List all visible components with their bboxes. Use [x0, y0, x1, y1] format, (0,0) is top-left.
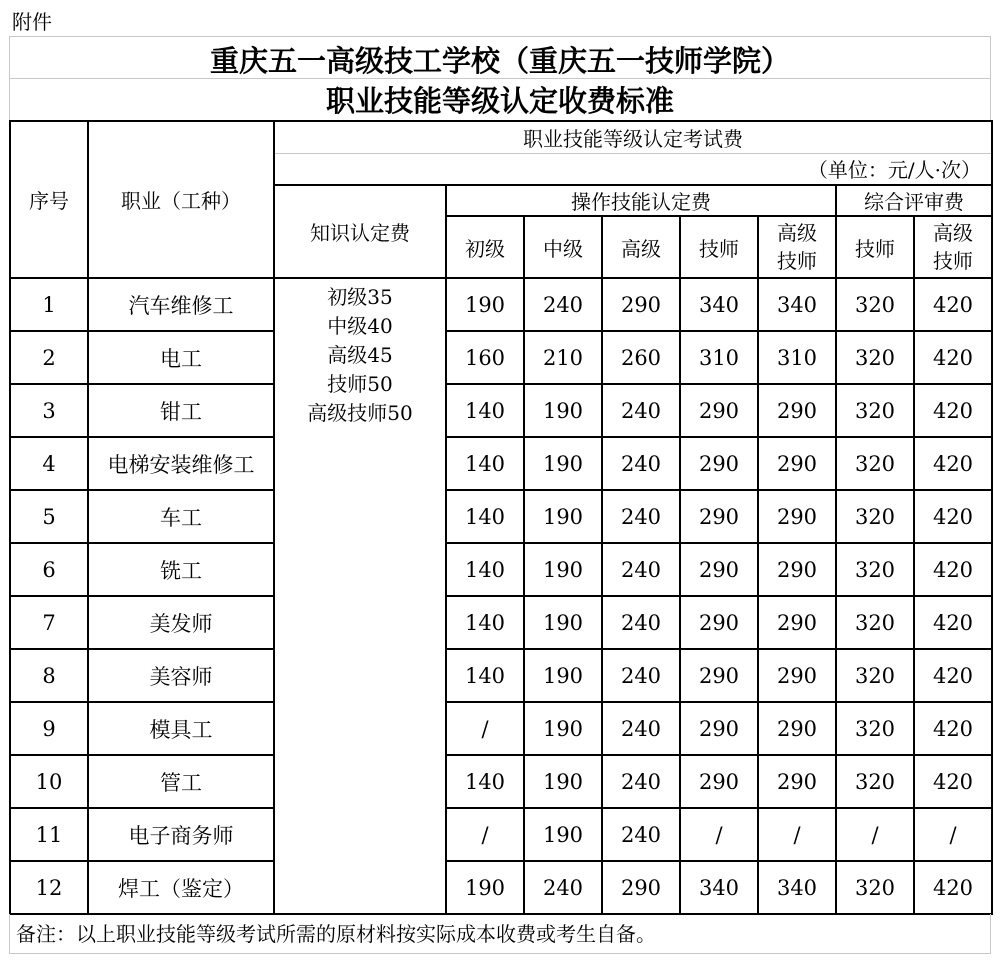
table-row — [10, 808, 992, 861]
operation-fee-cell: 140 — [446, 490, 524, 543]
operation-fee-cell: 310 — [680, 331, 758, 384]
header-level-senior-technician-text: 高级技师 — [777, 221, 817, 273]
operation-fee-cell: 190 — [524, 543, 602, 596]
table-row — [10, 543, 992, 596]
row-occupation: 焊工（鉴定） — [88, 861, 274, 914]
operation-fee-cell: 260 — [602, 331, 680, 384]
operation-fee-cell: 290 — [758, 649, 836, 702]
document-title: 重庆五一高级技工学校（重庆五一技师学院） — [209, 44, 790, 78]
knowledge-fee-item: 高级技师50 — [307, 401, 413, 425]
row-seq: 5 — [10, 490, 88, 543]
review-fee-cell: 320 — [836, 543, 914, 596]
review-fee-cell: 320 — [836, 649, 914, 702]
operation-fee-cell: 310 — [758, 331, 836, 384]
title-divider — [10, 78, 990, 79]
table-row — [10, 649, 992, 702]
review-fee-cell: 320 — [836, 755, 914, 808]
header-level-senior: 高级 — [602, 216, 680, 278]
row-seq: 11 — [10, 808, 88, 861]
operation-fee-cell: 140 — [446, 437, 524, 490]
header-level-senior-technician — [758, 216, 836, 278]
row-occupation: 钳工 — [88, 384, 274, 437]
operation-fee-cell: 140 — [446, 543, 524, 596]
row-occupation: 电子商务师 — [88, 808, 274, 861]
row-occupation: 美容师 — [88, 649, 274, 702]
operation-fee-cell: 290 — [758, 490, 836, 543]
table-row — [10, 702, 992, 755]
operation-fee-cell: 140 — [446, 384, 524, 437]
operation-fee-cell: 340 — [680, 278, 758, 331]
title-block — [9, 36, 991, 120]
review-fee-cell: 320 — [836, 331, 914, 384]
row-seq: 9 — [10, 702, 88, 755]
knowledge-fee-item: 高级45 — [327, 343, 393, 367]
operation-fee-cell: 290 — [758, 755, 836, 808]
table-row — [10, 861, 992, 914]
header-review-fee: 综合评审费 — [836, 185, 992, 216]
row-seq: 2 — [10, 331, 88, 384]
row-occupation: 电梯安装维修工 — [88, 437, 274, 490]
attachment-label: 附件 — [12, 10, 52, 34]
table-row — [10, 437, 992, 490]
table-row — [10, 755, 992, 808]
operation-fee-cell: 240 — [602, 808, 680, 861]
row-seq: 8 — [10, 649, 88, 702]
operation-fee-cell: 190 — [524, 808, 602, 861]
row-occupation: 车工 — [88, 490, 274, 543]
row-occupation: 铣工 — [88, 543, 274, 596]
review-fee-cell: 420 — [914, 649, 992, 702]
operation-fee-cell: / — [680, 808, 758, 861]
row-occupation: 美发师 — [88, 596, 274, 649]
operation-fee-cell: 340 — [758, 278, 836, 331]
table-row — [10, 490, 992, 543]
table-row — [10, 278, 992, 331]
operation-fee-cell: 140 — [446, 755, 524, 808]
review-fee-cell: 420 — [914, 278, 992, 331]
operation-fee-cell: 190 — [446, 861, 524, 914]
header-operation-fee: 操作技能认定费 — [446, 185, 836, 216]
header-knowledge-fee: 知识认定费 — [274, 185, 446, 278]
review-fee-cell: 320 — [836, 437, 914, 490]
row-seq: 12 — [10, 861, 88, 914]
row-seq: 7 — [10, 596, 88, 649]
operation-fee-cell: 190 — [524, 384, 602, 437]
operation-fee-cell: 290 — [680, 649, 758, 702]
review-fee-cell: 420 — [914, 861, 992, 914]
header-exam-fee: 职业技能等级认定考试费 — [274, 121, 992, 153]
knowledge-fee-item: 中级40 — [327, 314, 393, 338]
operation-fee-cell: 290 — [680, 755, 758, 808]
review-fee-cell: 420 — [914, 543, 992, 596]
review-fee-cell: / — [836, 808, 914, 861]
review-fee-cell: 320 — [836, 278, 914, 331]
operation-fee-cell: 240 — [524, 861, 602, 914]
review-fee-cell: 420 — [914, 755, 992, 808]
row-occupation: 电工 — [88, 331, 274, 384]
operation-fee-cell: 290 — [758, 596, 836, 649]
header-seq: 序号 — [10, 121, 88, 278]
review-fee-cell: 420 — [914, 384, 992, 437]
review-fee-cell: 320 — [836, 384, 914, 437]
table-row — [10, 331, 992, 384]
operation-fee-cell: 240 — [602, 490, 680, 543]
row-occupation: 管工 — [88, 755, 274, 808]
review-fee-cell: 320 — [836, 861, 914, 914]
operation-fee-cell: 290 — [680, 543, 758, 596]
operation-fee-cell: 290 — [680, 384, 758, 437]
header-level-technician: 技师 — [680, 216, 758, 278]
header-level-junior: 初级 — [446, 216, 524, 278]
operation-fee-cell: 160 — [446, 331, 524, 384]
operation-fee-cell: 290 — [680, 596, 758, 649]
operation-fee-cell: 140 — [446, 596, 524, 649]
review-fee-cell: 420 — [914, 437, 992, 490]
review-fee-cell: 320 — [836, 596, 914, 649]
operation-fee-cell: 240 — [602, 702, 680, 755]
review-fee-cell: 320 — [836, 702, 914, 755]
operation-fee-cell: / — [446, 702, 524, 755]
review-fee-cell: 320 — [836, 490, 914, 543]
row-occupation: 模具工 — [88, 702, 274, 755]
row-occupation: 汽车维修工 — [88, 278, 274, 331]
operation-fee-cell: 340 — [680, 861, 758, 914]
review-fee-cell: 420 — [914, 596, 992, 649]
row-seq: 3 — [10, 384, 88, 437]
header-level-intermediate: 中级 — [524, 216, 602, 278]
document-subtitle: 职业技能等级认定收费标准 — [325, 84, 674, 118]
operation-fee-cell: 190 — [524, 596, 602, 649]
operation-fee-cell: 240 — [602, 649, 680, 702]
row-seq: 6 — [10, 543, 88, 596]
knowledge-fee-item: 初级35 — [327, 285, 393, 309]
operation-fee-cell: 190 — [524, 437, 602, 490]
table-row — [10, 596, 992, 649]
operation-fee-cell: 290 — [680, 437, 758, 490]
operation-fee-cell: 190 — [446, 278, 524, 331]
header-unit: （单位：元/人·次） — [274, 153, 992, 185]
operation-fee-cell: / — [446, 808, 524, 861]
operation-fee-cell: 240 — [602, 755, 680, 808]
review-fee-cell: / — [914, 808, 992, 861]
operation-fee-cell: 240 — [602, 543, 680, 596]
knowledge-fee-item: 技师50 — [327, 372, 393, 396]
header-occupation: 职业（工种） — [88, 121, 274, 278]
operation-fee-cell: 190 — [524, 490, 602, 543]
header-review-senior-technician — [914, 216, 992, 278]
operation-fee-cell: 190 — [524, 649, 602, 702]
review-fee-cell: 420 — [914, 490, 992, 543]
row-seq: 4 — [10, 437, 88, 490]
footnote: 备注：以上职业技能等级考试所需的原材料按实际成本收费或考生自备。 — [9, 914, 991, 954]
header-review-technician: 技师 — [836, 216, 914, 278]
operation-fee-cell: 240 — [602, 437, 680, 490]
operation-fee-cell: 290 — [758, 437, 836, 490]
review-fee-cell: 420 — [914, 702, 992, 755]
operation-fee-cell: 240 — [602, 384, 680, 437]
operation-fee-cell: 290 — [758, 702, 836, 755]
operation-fee-cell: 290 — [758, 384, 836, 437]
review-fee-cell: 420 — [914, 331, 992, 384]
operation-fee-cell: 340 — [758, 861, 836, 914]
row-seq: 10 — [10, 755, 88, 808]
operation-fee-cell: 290 — [602, 278, 680, 331]
operation-fee-cell: 190 — [524, 702, 602, 755]
operation-fee-cell: 240 — [524, 278, 602, 331]
operation-fee-cell: / — [758, 808, 836, 861]
operation-fee-cell: 290 — [602, 861, 680, 914]
operation-fee-cell: 290 — [680, 702, 758, 755]
operation-fee-cell: 190 — [524, 755, 602, 808]
operation-fee-cell: 290 — [680, 490, 758, 543]
fee-table — [9, 120, 993, 915]
knowledge-fee-cell — [274, 278, 446, 914]
operation-fee-cell: 290 — [758, 543, 836, 596]
table-row — [10, 384, 992, 437]
header-review-senior-technician-text: 高级技师 — [933, 221, 973, 273]
operation-fee-cell: 140 — [446, 649, 524, 702]
row-seq: 1 — [10, 278, 88, 331]
operation-fee-cell: 240 — [602, 596, 680, 649]
operation-fee-cell: 210 — [524, 331, 602, 384]
